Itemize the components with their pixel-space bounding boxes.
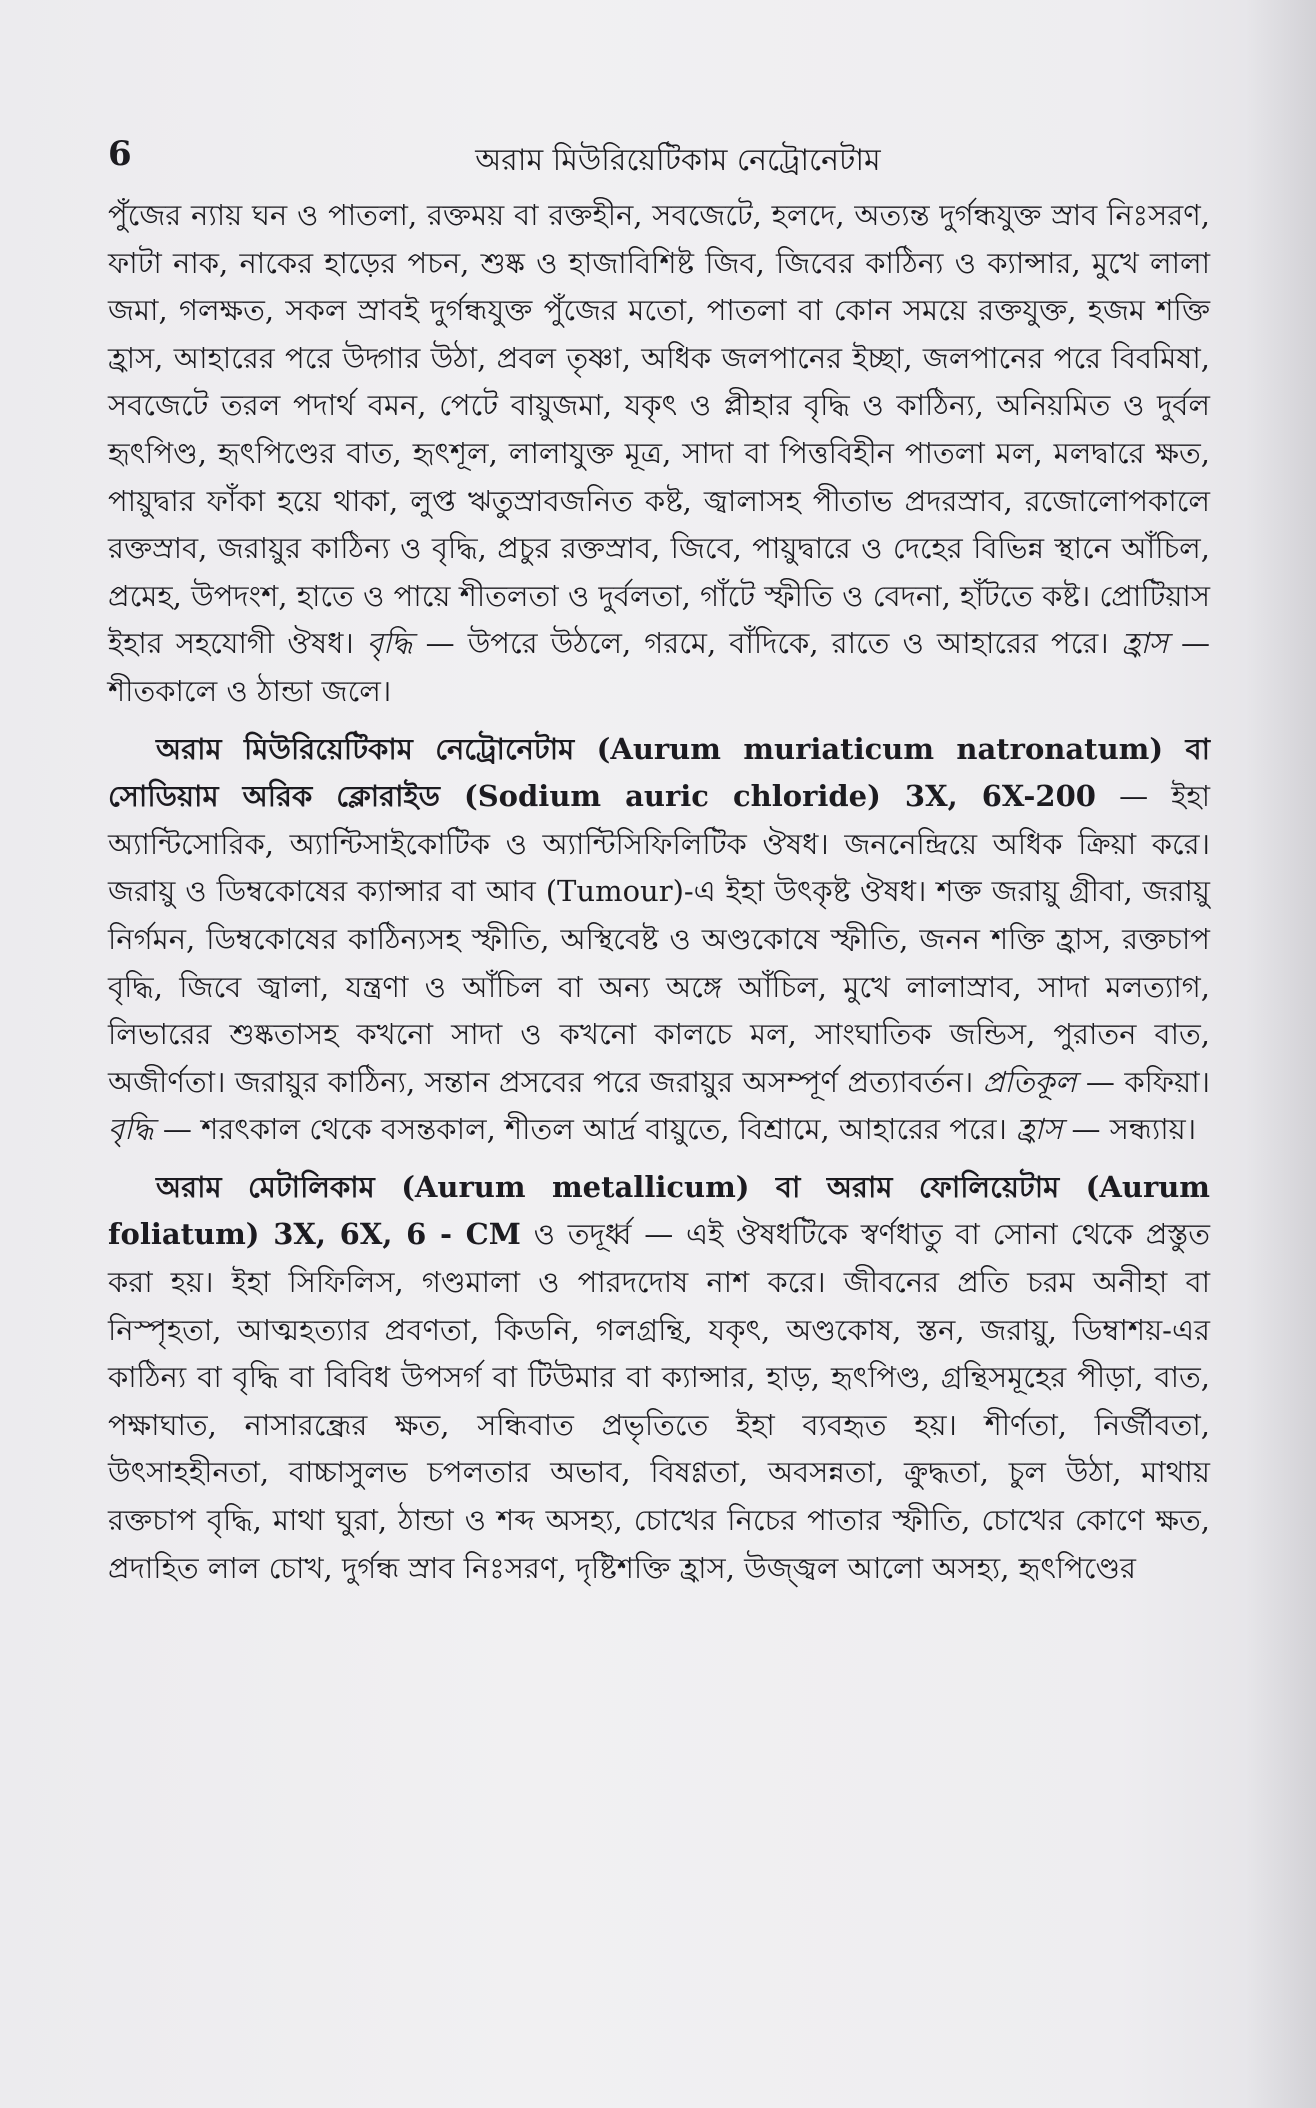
- modality-text: — শরৎকাল থেকে বসন্তকাল, শীতল আর্দ্র বায়ুতে, বিশ্রামে, আহারের পরে।: [153, 1112, 1017, 1147]
- modality-label: বৃদ্ধি: [366, 626, 413, 661]
- paragraph-text: — ইহা অ্যান্টিসোরিক, অ্যান্টিসাইকোটিক ও অ্যান্টিসিফিলিটিক ঔষধ। জননেন্দ্রিয়ে অধিক ক্রিয়া করে। জরায়ু ও ডিম্বকোষের ক্যান্সার বা আব (Tumour)-এ ইহা উৎকৃষ্ট ঔষধ। শক্ত জরায়ু গ্রীবা, জরায়ু নির্গমন, ডিম্বকোষের কাঠিন্যসহ স্ফীতি, অস্থিবেষ্ট ও অণ্ডকোষে স্ফীতি, জনন শক্তি হ্রাস, রক্তচাপ বৃদ্ধি, জিবে জ্বালা, যন্ত্রণা ও আঁচিল বা অন্য অঙ্গে আঁচিল, মুখে লালাস্রাব, সাদা মলত্যাগ, লিভারের শুষ্কতাসহ কখনো সাদা ও কখনো কালচে মল, সাংঘাতিক জন্ডিস, পুরাতন বাত, অজীর্ণতা। জরায়ুর কাঠিন্য, সন্তান প্রসবের পরে জরায়ুর অসম্পূর্ণ প্রত্যাবর্তন।: [108, 779, 1210, 1099]
- modality-label: হ্রাস: [1016, 1112, 1063, 1147]
- spine-shadow: [1246, 0, 1316, 2108]
- body-text: [108, 192, 1210, 1592]
- modality-text: — শীতকালে ও ঠান্ডা জলে।: [108, 626, 1211, 708]
- remedy-heading: অরাম মিউরিয়েটিকাম নেট্রোনেটাম (Aurum muriaticum natronatum) বা সোডিয়াম অরিক ক্লোরাইড (Sodium auric chloride) 3X, 6X-200: [108, 731, 1210, 814]
- paragraph-text: পুঁজের ন্যায় ঘন ও পাতলা, রক্তময় বা রক্তহীন, সবজেটে, হলদে, অত্যন্ত দুর্গন্ধযুক্ত স্রাব নিঃসরণ, ফাটা নাক, নাকের হাড়ের পচন, শুষ্ক ও হাজাবিশিষ্ট জিব, জিবের কাঠিন্য ও ক্যান্সার, মুখে লালা জমা, গলক্ষত, সকল স্রাবই দুর্গন্ধযুক্ত পুঁজের মতো, পাতলা বা কোন সময়ে রক্তযুক্ত, হজম শক্তি হ্রাস, আহারের পরে উদ্গার উঠা, প্রবল তৃষ্ণা, অধিক জলপানের ইচ্ছা, জলপানের পরে বিবমিষা, সবজেটে তরল পদার্থ বমন, পেটে বায়ুজমা, যকৃৎ ও প্লীহার বৃদ্ধি ও কাঠিন্য, অনিয়মিত ও দুর্বল হৃৎপিণ্ড, হৃৎপিণ্ডের বাত, হৃৎশূল, লালাযুক্ত মূত্র, সাদা বা পিত্তবিহীন পাতলা মল, মলদ্বারে ক্ষত, পায়ুদ্বার ফাঁকা হয়ে থাকা, লুপ্ত ঋতুস্রাবজনিত কষ্ট, জ্বালাসহ পীতাভ প্রদরস্রাব, রজোলোপকালে রক্তস্রাব, জরায়ুর কাঠিন্য ও বৃদ্ধি, প্রচুর রক্তস্রাব, জিবে, পায়ুদ্বারে ও দেহের বিভিন্ন স্থানে আঁচিল, প্রমেহ, উপদংশ, হাতে ও পায়ে শীতলতা ও দুর্বলতা, গাঁটে স্ফীতি ও বেদনা, হাঁটতে কষ্ট। প্রোটিয়াস ইহার সহযোগী ঔষধ।: [108, 198, 1210, 661]
- modality-label: বৃদ্ধি: [108, 1112, 154, 1147]
- paragraph-aurum-metallicum: [108, 1164, 1210, 1592]
- paragraph-aurum-muriaticum-natronatum: [108, 726, 1210, 1154]
- modality-text: — সন্ধ্যায়।: [1062, 1112, 1197, 1147]
- modality-label: প্রতিকূল: [982, 1064, 1077, 1099]
- page-number: 6: [108, 134, 132, 174]
- running-title: অরাম মিউরিয়েটিকাম নেট্রোনেটাম: [475, 143, 881, 178]
- modality-text: — কফিয়া।: [1076, 1064, 1210, 1099]
- paragraph-continuation: [108, 192, 1210, 716]
- modality-text: — উপরে উঠলে, গরমে, বাঁদিকে, রাতে ও আহারের পরে।: [412, 626, 1122, 661]
- remedy-heading: অরাম মেটালিকাম (Aurum metallicum) বা অরাম ফোলিয়েটাম (Aurum foliatum) 3X, 6X, 6 - CM: [108, 1169, 1210, 1252]
- modality-label: হ্রাস: [1121, 626, 1168, 661]
- paragraph-text: ও তদূর্ধ্ব — এই ঔষধটিকে স্বর্ণধাতু বা সোনা থেকে প্রস্তুত করা হয়। ইহা সিফিলিস, গণ্ডমালা ও পারদদোষ নাশ করে। জীবনের প্রতি চরম অনীহা বা নিস্পৃহতা, আত্মহত্যার প্রবণতা, কিডনি, গলগ্রন্থি, যকৃৎ, অণ্ডকোষ, স্তন, জরায়ু, ডিম্বাশয়-এর কাঠিন্য বা বৃদ্ধি বা বিবিধ উপসর্গ বা টিউমার বা ক্যান্সার, হাড়, হৃৎপিণ্ড, গ্রন্থিসমূহের পীড়া, বাত, পক্ষাঘাত, নাসারন্ধ্রের ক্ষত, সন্ধিবাত প্রভৃতিতে ইহা ব্যবহৃত হয়। শীর্ণতা, নির্জীবতা, উৎসাহহীনতা, বাচ্চাসুলভ চপলতার অভাব, বিষণ্ণতা, অবসন্নতা, ক্রুদ্ধতা, চুল উঠা, মাথায় রক্তচাপ বৃদ্ধি, মাথা ঘুরা, ঠান্ডা ও শব্দ অসহ্য, চোখের নিচের পাতার স্ফীতি, চোখের কোণে ক্ষত, প্রদাহিত লাল চোখ, দুর্গন্ধ স্রাব নিঃসরণ, দৃষ্টিশক্তি হ্রাস, উজ্জ্বল আলো অসহ্য, হৃৎপিণ্ডের: [108, 1217, 1210, 1585]
- page-header: [108, 130, 1208, 190]
